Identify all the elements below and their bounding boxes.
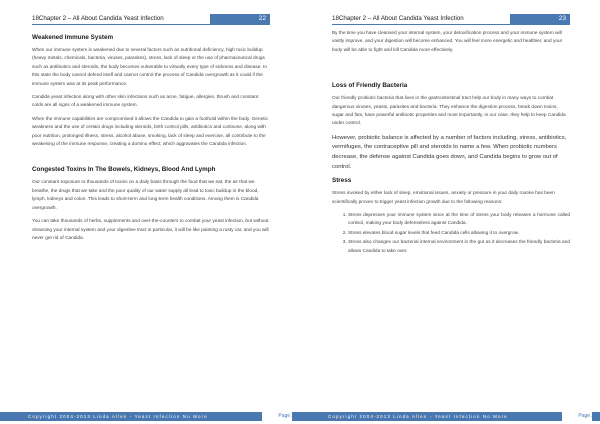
list-item: 3. Stress also changes our bacterial internal environment in the gut as it decreases the friendly bacteria and allows Candida to take over. xyxy=(348,239,570,256)
section-heading-immune: Weakened Immune System xyxy=(32,34,114,41)
paragraph: Candida yeast infection along with other skin infections such as acne, fatigue, allergies, thrush and constant colds are all signs of a weakened immune system. xyxy=(32,95,259,109)
header-rule xyxy=(332,24,570,25)
section-heading-toxins: Congested Toxins In The Bowels, Kidneys, Blood And Lymph xyxy=(32,166,216,174)
left-page-content xyxy=(32,34,270,248)
right-page xyxy=(300,0,600,424)
footer-copyright: Copyright 2004-2013 Linda Allen - Yeast Infection No More xyxy=(28,414,208,419)
section-heading-bacteria: Loss of Friendly Bacteria xyxy=(332,82,408,90)
list-item: 1. Stress depresses your immune system since at the time of stress your body releases a hormone called cortisol, making your body defenseless against Candida. xyxy=(348,212,570,229)
footer-copyright: Copyright 2004-2013 Linda Allen - Yeast Infection No More xyxy=(328,414,508,419)
paragraph: Our constant exposure to thousands of toxins on a daily basis through the food that we eat, the air that we breathe, the drugs that we take and the poor quality of our water supply all lead to toxic buildup in the blood, lymph, kidneys and colon. This leads to short-term and long-term health conditions. Among them is Candida overgrowth. xyxy=(32,180,259,211)
header-chapter-title: 18Chapter 2 – All About Candida Yeast Infection xyxy=(332,15,464,22)
section-heading-stress: Stress xyxy=(332,177,352,185)
paragraph: When our immune system is weakened due to several factors such as nutritional deficiency, high toxic buildup (heavy metals, chemicals, bacteria, viruses, parasites), stress, lack of sleep or the use of pharmaceutical drugs such as antibiotics and steroids, the body becomes vulnerable to virtually every type of sickness and disease. In this state the body cannot defend itself and cannot control the process of Candida overgrowth as it could if the immune system was at its peak performance. xyxy=(32,48,267,87)
page-footer xyxy=(0,412,300,421)
footer-page-number: Page 22 xyxy=(278,413,297,419)
paragraph: Our friendly probiotic bacteria that lives in the gastrointestinal tract help our body in many ways to combat dangerous viruses, yeasts, parasites and bacteria. They enhance the digestion process, break down toxins, sugar and fats, have powerful antibiotic properties and most importantly, in our case, they help to keep Candida under control. xyxy=(332,96,566,127)
list-item: 2. Stress elevates blood sugar levels that feed Candida cells allowing it to overgrow. xyxy=(348,230,570,238)
header-page-number: 23 xyxy=(558,15,566,22)
paragraph: When the immune capabilities are compromised it allows the Candida to gain a foothold within the body. Genetic weakness and the use of certain drugs including steroids, birth control pills, antibiotics and cortisone, along with poor nutrition, prolonged illness, stress, alcohol abuse, smoking, lack of sleep and exercise, all contribute to the weakening of the immune response, creating a domino effect; which aggravates the Candida infection. xyxy=(32,116,268,148)
paragraph: You can take thousands of herbs, supplements and over-the-counters to combat your yeast infection, but without cleansing your internal system and your digestive tract in particular, it will be like painting a rusty car, and you will never get rid of Candida. xyxy=(32,219,269,241)
paragraph-large: However, probiotic balance is affected by a number of factors including, stress, antibiotics, vermifuges, the contraceptive pill and steroids to name a few. When probiotic numbers decrease, the defense against Candida goes down, and Candida begins to grow out of control. xyxy=(332,134,567,170)
right-page-content xyxy=(332,30,570,257)
page-footer xyxy=(300,412,600,421)
page-header xyxy=(32,14,270,24)
paragraph: Stress invoked by either lack of sleep, emotional issues, anxiety or pressure in your daily routine has been scientifically proven to trigger yeast infection growth due to the following reasons: xyxy=(332,191,555,205)
page-header xyxy=(332,14,570,24)
footer-page-number: Page 23 xyxy=(578,413,597,419)
header-rule xyxy=(32,24,270,25)
header-page-number: 22 xyxy=(258,15,266,22)
paragraph: By the time you have cleansed your internal system, your detoxification process and your immune system will vastly improve, and your digestion will become enhanced. You will feel more energetic and healthier, and your body will be able to fight and kill Candida more effectively. xyxy=(332,31,563,53)
header-chapter-title: 18Chapter 2 – All About Candida Yeast Infection xyxy=(32,15,164,22)
stress-reasons-list xyxy=(332,212,570,256)
